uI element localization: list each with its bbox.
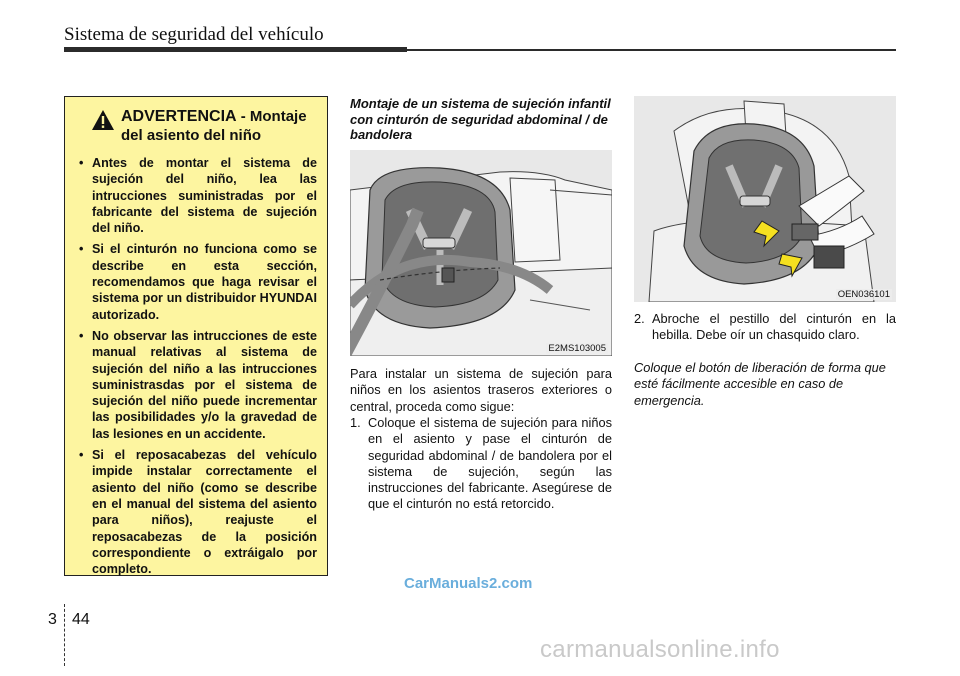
step-text: Abroche el pestillo del cinturón en la hebilla. Debe oír un chasquido claro. [652,311,896,343]
warning-triangle-icon [91,109,115,131]
step-number: 2. [634,311,645,326]
warning-title [121,107,317,145]
warning-list [77,155,317,577]
step-number: 1. [350,415,361,430]
warning-item: • No observar las intrucciones de este manual relativas al sistema de sujeción del niño a las intrucciones suministrasdas por el sistema de sujeción del niño puede incrementar las posibilidades y/o la gravedad de las lesiones en un accidente. [77,328,317,442]
step-1 [350,415,612,513]
chapter-number: 3 [48,611,57,628]
footer-divider [64,604,65,666]
warning-header [77,107,317,145]
watermark-link[interactable]: CarManuals2.com [404,575,533,592]
header-rule [64,47,407,52]
page-header-title: Sistema de seguridad del vehículo [64,24,324,45]
section-heading: Montaje de un sistema de sujeción infantil con cinturón de seguridad abdominal / de bandolera [350,96,611,142]
child-seat-belt-illustration [350,150,612,356]
warning-box [64,96,328,576]
release-button-note: Coloque el botón de liberación de forma que esté fácilmente accesible en caso de emergencia. [634,360,886,408]
step-2 [634,311,896,344]
warning-item: • Antes de montar el sistema de sujeción del niño, lea las intrucciones suministradas por el fabricante del sistema de sujeción del niño. [77,155,317,236]
buckle-drawing [634,96,896,302]
warning-title-main: ADVERTENCIA [121,108,237,125]
header-rule-thin [407,49,896,51]
site-watermark: carmanualsonline.info [540,636,780,663]
image-code: E2MS103005 [548,343,606,354]
warning-item: • Si el cinturón no funciona como se describe en esta sección, recomendamos que haga revisar el sistema por un distribuidor HYUNDAI autorizado. [77,241,317,322]
step-text: Coloque el sistema de sujeción para niños en el asiento y pase el cinturón de seguridad abdominal / de bandolera por el sistema de sujeción, según las instrucciones del fabricante. Asegúrese de que el cinturón no está retorcido. [368,415,612,512]
page-number: 44 [72,611,90,628]
child-seat-drawing [350,150,612,356]
warning-item: • Si el reposacabezas del vehículo impide instalar correctamente el asiento del niño (como se describe en el manual del sistema del asiento para niños), reajuste el reposacabezas de la posición correspondiente o extráigalo por completo. [77,447,317,577]
image-code: OEN036101 [837,289,890,300]
intro-paragraph: Para instalar un sistema de sujeción para niños en los asientos traseros exteriores o central, proceda como sigue: [350,366,612,414]
buckle-illustration [634,96,896,302]
warning-title-suffix: - Montaje del asiento del niño [121,108,307,144]
